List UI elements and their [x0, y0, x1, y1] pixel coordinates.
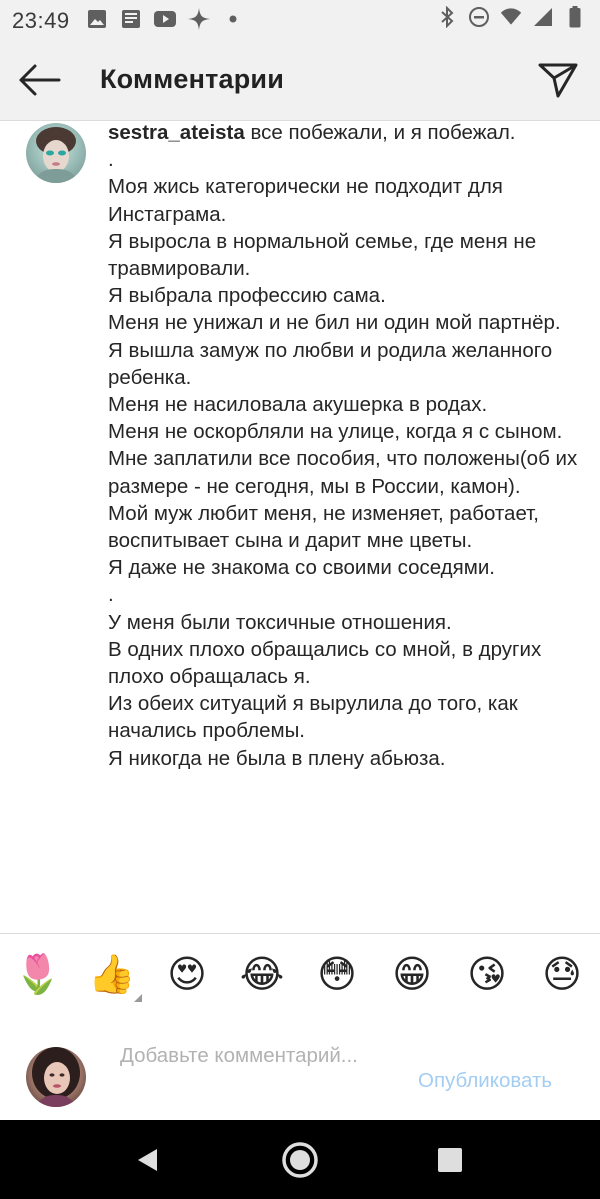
- commenter-avatar[interactable]: [26, 123, 86, 183]
- nav-recents-button[interactable]: [427, 1137, 473, 1183]
- battery-icon: [564, 6, 586, 28]
- system-nav-bar: [0, 1120, 600, 1199]
- status-time: 23:49: [12, 8, 70, 33]
- bluetooth-icon: [436, 6, 458, 28]
- status-system-icons: [436, 6, 586, 28]
- comment-composer: [0, 1014, 600, 1120]
- news-icon: [120, 8, 142, 30]
- comment-input[interactable]: [120, 1042, 400, 1102]
- image-icon: [86, 8, 108, 30]
- emoji-tulip-button[interactable]: 🌷: [14, 952, 62, 996]
- dot-icon: [222, 8, 244, 30]
- nav-home-button[interactable]: [277, 1137, 323, 1183]
- status-notification-icons: [86, 8, 244, 30]
- publish-button[interactable]: Опубликовать: [418, 1069, 553, 1092]
- emoji-tears-of-joy-button[interactable]: 😂: [239, 952, 285, 996]
- skin-tone-caret-icon[interactable]: [134, 994, 142, 1002]
- home-circle-icon: [280, 1140, 320, 1180]
- emoji-flushed-button[interactable]: 😳: [317, 952, 357, 996]
- signal-icon: [532, 6, 554, 28]
- profile-photo-icon: [26, 123, 86, 183]
- recents-square-icon: [437, 1147, 463, 1173]
- back-button[interactable]: [14, 58, 64, 102]
- comment-list[interactable]: [0, 121, 600, 933]
- do-not-disturb-icon: [468, 6, 490, 28]
- user-avatar: [26, 1047, 86, 1107]
- profile-photo-icon: [26, 1047, 86, 1107]
- youtube-icon: [154, 8, 176, 30]
- emoji-thumbs-up-button[interactable]: 👍: [88, 952, 136, 996]
- emoji-heart-eyes-button[interactable]: 😍: [167, 952, 207, 996]
- status-bar: [0, 0, 600, 40]
- emoji-kiss-button[interactable]: 😘: [467, 952, 507, 996]
- emoji-quick-bar: [0, 933, 600, 1015]
- comment-text: все побежали, и я побежал. . Моя жись категорически не подходит для Инстаграма. Я выросла в нормальной семье, где меня не травмировали. Я выбрала профессию сама. Меня не унижал и не бил ни один мой партнёр. Я вышла замуж по любви и родила желанного ребенка. Меня не насиловала акушерка в родах. Меня не оскорбляли на улице, когда я с сыном. Мне заплатили все пособия, что положены(об их размере - не сегодня, мы в России, камон). Мой муж любит меня, не изменяет, работает, воспитывает сына и дарит мне цветы. Я даже не знакома со своими соседями. . У меня были токсичные отношения. В одних плохо обращались со мной, в других плохо обращалась я. Из обеих ситуаций я вырулила до того, как начались проблемы. Я никогда не была в плену абьюза.: [108, 121, 578, 770]
- comment-body: [108, 121, 578, 772]
- top-app-bar: [0, 40, 600, 121]
- back-arrow-icon: [17, 63, 61, 97]
- direct-send-icon: [537, 61, 579, 99]
- sparkle-icon: [188, 8, 210, 30]
- comment-username[interactable]: sestra_ateista: [108, 121, 245, 144]
- back-triangle-icon: [133, 1146, 161, 1174]
- direct-send-button[interactable]: [534, 58, 582, 102]
- emoji-sweat-button[interactable]: 😓: [542, 952, 582, 996]
- wifi-icon: [500, 6, 522, 28]
- nav-back-button[interactable]: [124, 1137, 170, 1183]
- emoji-grin-button[interactable]: 😁: [392, 952, 432, 996]
- page-title: Комментарии: [100, 64, 285, 94]
